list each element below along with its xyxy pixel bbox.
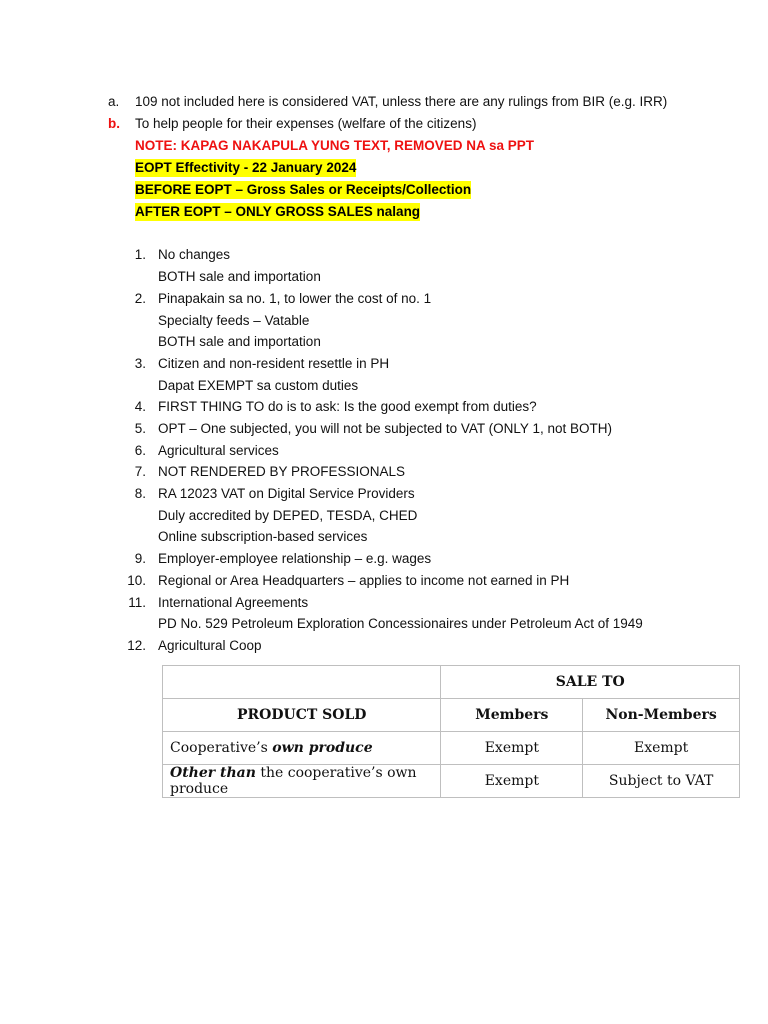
list-item: Agricultural Coop (158, 638, 262, 653)
letter-item-b: To help people for their expenses (welfare of the citizens) (135, 116, 477, 131)
product-emphasis: own produce (272, 740, 373, 756)
list-number: 11. (128, 595, 146, 610)
sale-to-header: SALE TO (441, 666, 740, 699)
cooperative-vat-table (162, 665, 740, 798)
list-item-subline: BOTH sale and importation (158, 334, 321, 349)
list-item: RA 12023 VAT on Digital Service Providers (158, 486, 415, 501)
list-number: 3. (134, 356, 146, 371)
product-cell (163, 765, 441, 798)
product-cell (163, 732, 441, 765)
list-number: 8. (134, 486, 146, 501)
list-item-subline: BOTH sale and importation (158, 269, 321, 284)
list-number: 2. (134, 291, 146, 306)
list-item-subline: Online subscription-based services (158, 529, 368, 544)
list-item: Employer-employee relationship – e.g. wages (158, 551, 432, 566)
list-item: Regional or Area Headquarters – applies to income not earned in PH (158, 573, 570, 588)
list-item: Agricultural services (158, 443, 279, 458)
list-item: Pinapakain sa no. 1, to lower the cost of no. 1 (158, 291, 432, 306)
list-number: 7. (134, 464, 146, 479)
list-item-subline: Dapat EXEMPT sa custom duties (158, 378, 359, 393)
list-number: 9. (134, 551, 146, 566)
red-note: NOTE: KAPAG NAKAPULA YUNG TEXT, REMOVED NA sa PPT (135, 138, 535, 153)
letter-marker-b: b. (108, 116, 120, 131)
non-members-cell: Exempt (583, 732, 740, 765)
list-item-subline: Specialty feeds – Vatable (158, 313, 310, 328)
list-item: NOT RENDERED BY PROFESSIONALS (158, 464, 406, 479)
table-row (163, 666, 740, 699)
table-row (163, 765, 740, 798)
list-number: 12. (127, 638, 146, 653)
list-item: International Agreements (158, 595, 309, 610)
list-item: No changes (158, 247, 231, 262)
product-sold-header: PRODUCT SOLD (163, 699, 441, 732)
list-item-subline: PD No. 529 Petroleum Exploration Concessionaires under Petroleum Act of 1949 (158, 616, 643, 631)
product-emphasis: Other than (170, 765, 256, 781)
list-item: OPT – One subjected, you will not be subjected to VAT (ONLY 1, not BOTH) (158, 421, 612, 436)
table-cell-empty (163, 666, 441, 699)
letter-item-a: 109 not included here is considered VAT, unless there are any rulings from BIR (e.g. IRR) (135, 94, 668, 109)
product-text: the cooperative’s own produce (170, 765, 417, 797)
non-members-cell: Subject to VAT (583, 765, 740, 798)
list-number: 10. (127, 573, 146, 588)
non-members-header: Non-Members (583, 699, 740, 732)
members-cell: Exempt (441, 732, 583, 765)
highlight-eopt-effectivity: EOPT Effectivity - 22 January 2024 (135, 160, 357, 175)
list-item: FIRST THING TO do is to ask: Is the good exempt from duties? (158, 399, 537, 414)
list-number: 5. (134, 421, 146, 436)
table-row (163, 699, 740, 732)
list-number: 6. (134, 443, 146, 458)
members-cell: Exempt (441, 765, 583, 798)
list-item-subline: Duly accredited by DEPED, TESDA, CHED (158, 508, 418, 523)
list-number: 4. (134, 399, 146, 414)
list-item: Citizen and non-resident resettle in PH (158, 356, 390, 371)
list-number: 1. (134, 247, 146, 262)
members-header: Members (441, 699, 583, 732)
highlight-after-eopt: AFTER EOPT – ONLY GROSS SALES nalang (135, 204, 421, 219)
table-row (163, 732, 740, 765)
letter-marker-a: a. (108, 94, 120, 109)
highlight-before-eopt: BEFORE EOPT – Gross Sales or Receipts/Collection (135, 182, 472, 197)
product-text: Cooperative’s (170, 740, 273, 756)
